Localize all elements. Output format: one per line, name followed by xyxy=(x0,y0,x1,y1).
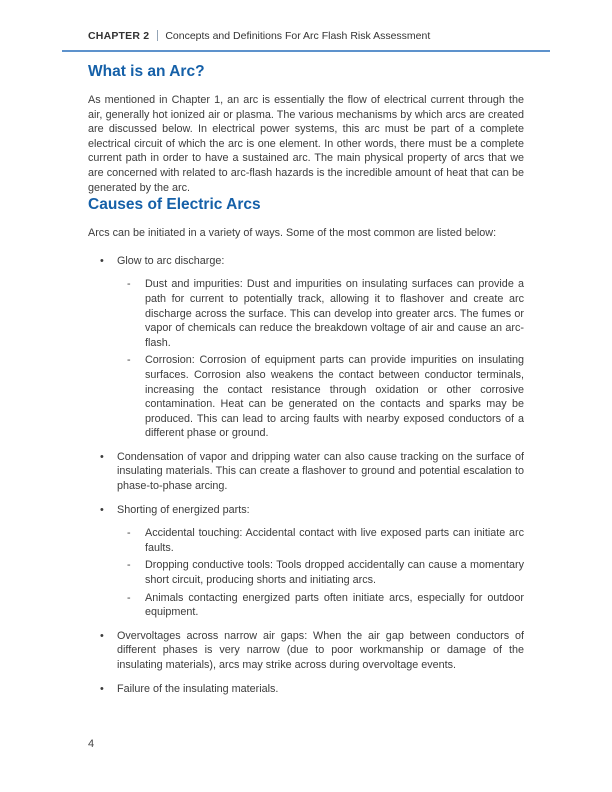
chapter-title: Concepts and Definitions For Arc Flash Risk Assessment xyxy=(165,30,431,42)
bullet-icon: • xyxy=(100,503,104,516)
bullet-icon: • xyxy=(100,254,104,267)
list-item-dropping-tools xyxy=(88,558,524,587)
list-item-text: Overvoltages across narrow air gaps: When the air gap between conductors of different phases is very narrow (due to poor workmanship or damage of the insulating materials), arcs may strike across during overvoltage events. xyxy=(117,629,524,671)
list-item-overvoltages xyxy=(88,629,524,673)
bullet-icon: • xyxy=(100,629,104,642)
list-item-dust-impurities xyxy=(88,277,524,350)
sub-list-shorting xyxy=(88,526,524,620)
list-item-condensation xyxy=(88,450,524,494)
chapter-label: CHAPTER 2 xyxy=(88,30,150,42)
list-item-glow-to-arc xyxy=(88,254,524,441)
paragraph-causes-intro: Arcs can be initiated in a variety of ways. Some of the most common are listed below: xyxy=(88,227,497,240)
list-item-corrosion xyxy=(88,353,524,441)
page-content xyxy=(88,62,524,705)
page-number: 4 xyxy=(88,738,95,750)
paragraph-what-is-an-arc: As mentioned in Chapter 1, an arc is essentially the flow of electrical current through the air, generally hot ionized air or plasma. The various mechanisms by which arcs are created are discussed below. In electrical power systems, this arc must be part of a complete electrical circuit of which the arc is one element. In other words, there must be a complete current path in order to have a sustained arc. The main physical property of arcs that we are concerned with related to arc-flash hazards is the incredible amount of heat that can be generated by the arc. xyxy=(88,94,524,194)
list-item-text: Dropping conductive tools: Tools dropped accidentally can cause a momentary short circuit, producing shorts and initiating arcs. xyxy=(145,559,524,587)
list-item-text: Condensation of vapor and dripping water can also cause tracking on the surface of insulating materials. This can create a flashover to ground and potential escalation to phase-to-phase arcing. xyxy=(117,450,524,493)
dash-icon: - xyxy=(127,527,131,540)
sub-list-glow xyxy=(88,277,524,441)
dash-icon: - xyxy=(127,354,131,367)
list-item-animals xyxy=(88,591,524,620)
list-item-shorting xyxy=(88,503,524,620)
section-heading-what-is-an-arc: What is an Arc? xyxy=(88,63,205,80)
bullet-icon: • xyxy=(100,682,104,695)
list-item-accidental-touching xyxy=(88,526,524,555)
section-heading-causes-of-electric-arcs: Causes of Electric Arcs xyxy=(88,196,261,214)
list-item-text: Failure of the insulating materials. xyxy=(117,682,279,695)
list-item-text: Dust and impurities: Dust and impurities on insulating surfaces can provide a path for current to potentially track, allowing it to flashover and create arc discharge across the surface. This can develop into greater arcs. The fumes or vapor of chemicals can reduce the breakdown voltage of air and cause an arc-flash. xyxy=(145,278,524,349)
list-item-text: Shorting of energized parts: xyxy=(117,503,250,516)
header-divider xyxy=(157,30,158,41)
list-item-insulation-failure xyxy=(88,682,524,697)
running-header xyxy=(62,30,550,52)
bullet-icon: • xyxy=(100,450,104,463)
list-item-text: Animals contacting energized parts often initiate arcs, especially for outdoor equipment. xyxy=(145,591,524,619)
dash-icon: - xyxy=(127,591,131,604)
list-item-text: Accidental touching: Accidental contact with live exposed parts can initiate arc faults. xyxy=(145,527,524,554)
list-item-text: Glow to arc discharge: xyxy=(117,254,225,267)
dash-icon: - xyxy=(127,278,131,291)
dash-icon: - xyxy=(127,559,131,572)
list-item-text: Corrosion: Corrosion of equipment parts can provide impurities on insulating surfaces. Corrosion also weakens the contact between conductor terminals, increasing the contact resistance through oxidation or other corrosive contamination. Heat can be generated on the contacts and sparks may be produced. This can lead to arcing faults with nearby exposed conductors of a different phase or ground. xyxy=(145,354,524,440)
causes-bullet-list xyxy=(88,254,524,696)
